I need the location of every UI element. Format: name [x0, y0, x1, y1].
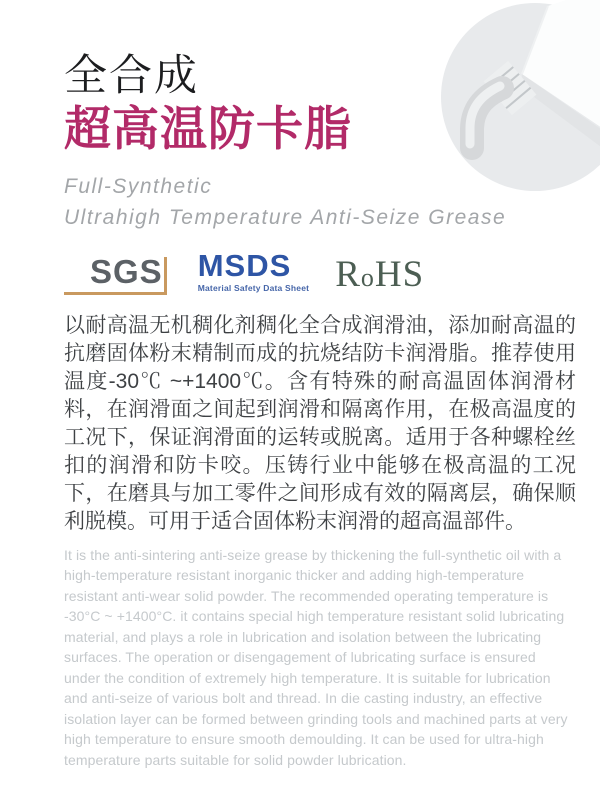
sgs-logo-text: SGS — [90, 252, 163, 290]
title-chinese-line1: 全合成 — [64, 52, 199, 100]
subtitle-line2: Ultrahigh Temperature Anti-Seize Grease — [64, 205, 507, 229]
sgs-logo-underline — [64, 292, 167, 295]
title-chinese-line2: 超高温防卡脂 — [64, 102, 352, 156]
subtitle-english — [64, 171, 576, 233]
rohs-letter-r: R — [335, 253, 361, 295]
sgs-logo — [64, 252, 172, 295]
certification-logos — [64, 247, 576, 295]
rohs-letters-hs: HS — [374, 253, 425, 295]
page-title — [64, 50, 576, 157]
description-chinese: 以耐高温无机稠化剂稠化全合成润滑油，添加耐高温的抗磨固体粉末精制而成的抗烧结防卡润滑脂。推荐使用温度-30℃ ~+1400℃。含有特殊的耐高温固体润滑材料，在润滑面之间起到润滑和隔离作用，在极高温度的工况下，保证润滑面的运转或脱离。适用于各种螺栓丝扣的润滑和防卡咬。压铸行业中能够在极高温的工况下，在磨具与加工零件之间形成有效的隔离层，确保顺利脱模。可用于适合固体粉末润滑的超高温部件。 — [64, 313, 576, 533]
subtitle-line1: Full-Synthetic — [64, 174, 213, 198]
msds-logo-text: MSDS — [197, 247, 292, 283]
description-english: It is the anti-sintering anti-seize grease by thickening the full-synthetic oil with a high-temperature resistant inorganic thicker and adding high-temperature resistant anti-wear solid powder. The recommended operating temperature is -30°C ~ +1400°C. it contains special high temperature resistant solid lubricating material, and plays a role in lubrication and isolation between the lubricating surfaces. The operation or disengagement of lubricating surface is ensured under the condition of extremely high temperature. It is suitable for lubrication and anti-seize of various bolt and thread. In die casting industry, an effective isolation layer can be formed between grinding tools and machined parts at very high temperature to ensure smooth demoulding. It can be used for ultra-high temperature parts suitable for solid powder lubrication. — [64, 546, 568, 768]
msds-logo-tagline: Material Safety Data Sheet — [197, 282, 310, 293]
sgs-logo-vertical-line — [164, 257, 167, 295]
rohs-letter-o: o — [360, 262, 375, 292]
msds-logo — [197, 247, 310, 295]
rohs-logo — [335, 253, 425, 295]
